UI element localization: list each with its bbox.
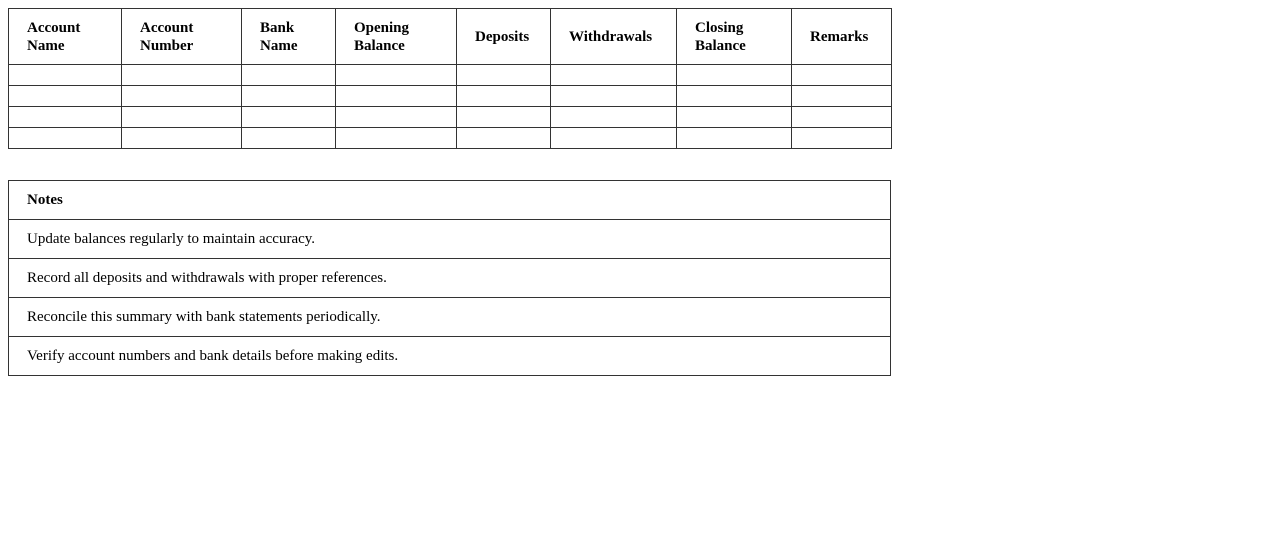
table-cell[interactable] xyxy=(551,86,677,107)
table-cell[interactable] xyxy=(122,65,242,86)
table-cell[interactable] xyxy=(677,128,792,149)
table-cell[interactable] xyxy=(551,65,677,86)
header-deposits: Deposits xyxy=(457,9,551,65)
table-cell[interactable] xyxy=(122,128,242,149)
account-summary-table xyxy=(8,8,892,149)
header-account-name: Account Name xyxy=(9,9,122,65)
note-item: Update balances regularly to maintain accuracy. xyxy=(9,220,891,259)
header-remarks: Remarks xyxy=(792,9,892,65)
table-cell[interactable] xyxy=(677,65,792,86)
table-cell[interactable] xyxy=(122,86,242,107)
table-cell[interactable] xyxy=(336,65,457,86)
note-item: Record all deposits and withdrawals with proper references. xyxy=(9,259,891,298)
table-cell[interactable] xyxy=(242,86,336,107)
table-row xyxy=(9,107,892,128)
header-withdrawals: Withdrawals xyxy=(551,9,677,65)
header-closing-balance: Closing Balance xyxy=(677,9,792,65)
table-cell[interactable] xyxy=(336,86,457,107)
table-cell[interactable] xyxy=(242,107,336,128)
table-cell[interactable] xyxy=(242,65,336,86)
table-cell[interactable] xyxy=(677,86,792,107)
table-cell[interactable] xyxy=(336,107,457,128)
table-cell[interactable] xyxy=(792,107,892,128)
header-account-number: Account Number xyxy=(122,9,242,65)
table-cell[interactable] xyxy=(9,65,122,86)
header-bank-name: Bank Name xyxy=(242,9,336,65)
table-cell[interactable] xyxy=(9,128,122,149)
notes-table xyxy=(8,180,891,376)
table-cell[interactable] xyxy=(792,65,892,86)
table-row xyxy=(9,65,892,86)
table-cell[interactable] xyxy=(551,128,677,149)
table-row xyxy=(9,128,892,149)
table-cell[interactable] xyxy=(677,107,792,128)
notes-title: Notes xyxy=(9,181,891,220)
table-cell[interactable] xyxy=(9,107,122,128)
table-cell[interactable] xyxy=(122,107,242,128)
table-cell[interactable] xyxy=(457,65,551,86)
table-cell[interactable] xyxy=(336,128,457,149)
table-cell[interactable] xyxy=(792,86,892,107)
table-cell[interactable] xyxy=(242,128,336,149)
table-cell[interactable] xyxy=(9,86,122,107)
table-row xyxy=(9,86,892,107)
note-item: Verify account numbers and bank details before making edits. xyxy=(9,337,891,376)
table-cell[interactable] xyxy=(792,128,892,149)
note-item: Reconcile this summary with bank statements periodically. xyxy=(9,298,891,337)
table-cell[interactable] xyxy=(457,107,551,128)
table-cell[interactable] xyxy=(457,86,551,107)
header-row xyxy=(9,9,892,65)
table-cell[interactable] xyxy=(457,128,551,149)
header-opening-balance: Opening Balance xyxy=(336,9,457,65)
table-cell[interactable] xyxy=(551,107,677,128)
